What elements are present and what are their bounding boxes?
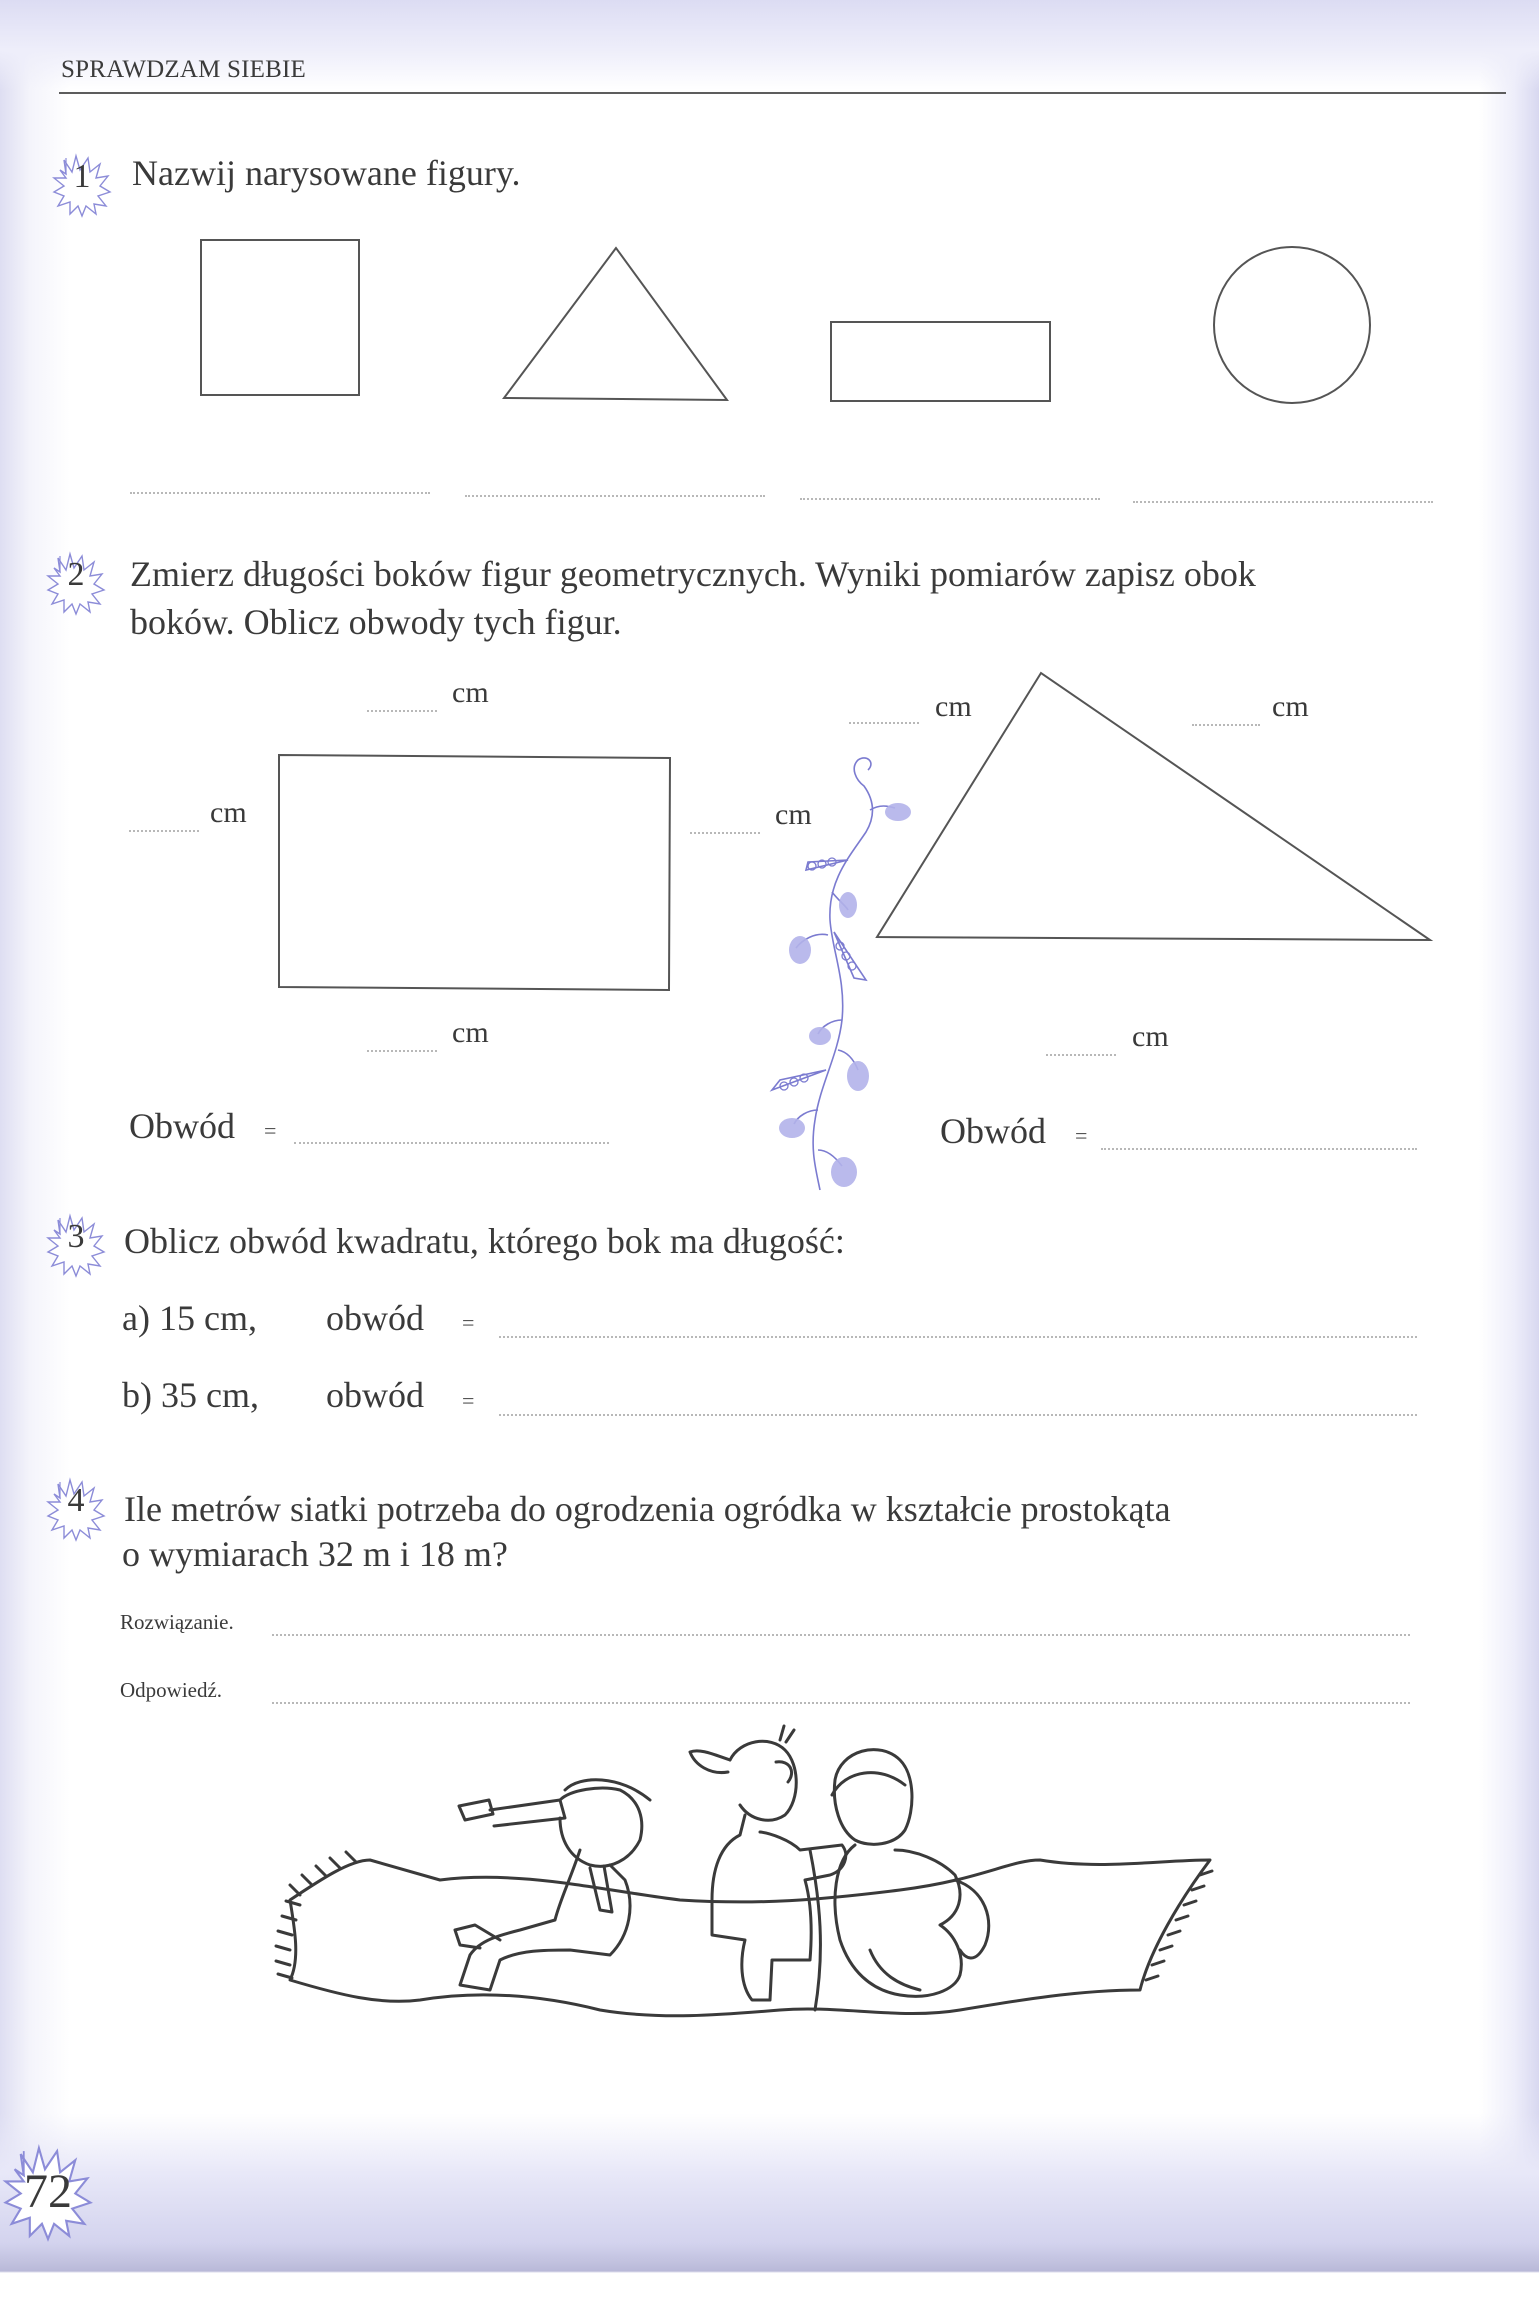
answer-line-triangle[interactable] — [465, 495, 765, 497]
task-4-instruction-line-1: Ile metrów siatki potrzeba do ogrodzenia ogródka w kształcie prostokąta — [124, 1489, 1171, 1529]
rect-bottom-unit: cm — [452, 1016, 489, 1049]
tri-right-unit: cm — [1272, 690, 1309, 723]
tri-left-side-input[interactable] — [849, 722, 919, 724]
figure-triangle — [504, 248, 727, 400]
task-3a-word: obwód — [326, 1298, 424, 1338]
task-1-number: 1 — [73, 158, 91, 195]
task-3b-label: b) 35 cm, — [122, 1375, 259, 1415]
task-3-number: 3 — [67, 1218, 85, 1255]
rect-perimeter-equals: = — [264, 1118, 277, 1143]
rect-bottom-side-input[interactable] — [367, 1050, 437, 1052]
task-2-number-badge — [46, 550, 106, 612]
task-3b-equals: = — [462, 1388, 475, 1413]
solution-input[interactable] — [272, 1634, 1410, 1636]
task-3-instruction: Oblicz obwód kwadratu, którego bok ma długość: — [124, 1221, 845, 1261]
task-2-instruction-line-1: Zmierz długości boków figur geometrycznych. Wyniki pomiarów zapisz obok — [130, 554, 1256, 594]
answer-line-square[interactable] — [130, 492, 430, 494]
rect-perimeter-input[interactable] — [294, 1142, 609, 1144]
tri-perimeter-equals: = — [1075, 1123, 1088, 1148]
task-3a-answer-input[interactable] — [499, 1336, 1417, 1338]
answer-label: Odpowiedź. — [120, 1678, 223, 1702]
pea-pods — [780, 858, 856, 1090]
tri-right-side-input[interactable] — [1192, 724, 1260, 726]
tri-bottom-side-input[interactable] — [1046, 1054, 1116, 1056]
rect-top-unit: cm — [452, 676, 489, 709]
task-4-number-badge — [46, 1476, 106, 1538]
task-2-instruction-line-2: boków. Oblicz obwody tych figur. — [130, 602, 622, 642]
page-number-badge — [0, 2142, 96, 2242]
tri-perimeter-label: Obwód — [940, 1111, 1046, 1151]
task-3-number-badge — [46, 1212, 106, 1274]
answer-line-circle[interactable] — [1133, 501, 1433, 503]
flying-carpet-illustration — [276, 1726, 1212, 2016]
task-3b-word: obwód — [326, 1375, 424, 1415]
task-1-number-badge — [52, 152, 112, 214]
tri-perimeter-input[interactable] — [1101, 1148, 1417, 1150]
tri-bottom-unit: cm — [1132, 1020, 1169, 1053]
rect-top-side-input[interactable] — [367, 710, 437, 712]
answer-input[interactable] — [272, 1702, 1410, 1704]
figure-rectangle — [831, 322, 1050, 401]
task-3a-equals: = — [462, 1310, 475, 1335]
task-4-instruction-line-2: o wymiarach 32 m i 18 m? — [122, 1534, 508, 1574]
figure-circle — [1214, 247, 1370, 403]
solution-label: Rozwiązanie. — [120, 1610, 234, 1634]
answer-line-rectangle[interactable] — [800, 498, 1100, 500]
task-4-number: 4 — [67, 1482, 85, 1519]
tri-left-unit: cm — [935, 690, 972, 723]
rect-left-unit: cm — [210, 796, 247, 829]
rect-perimeter-label: Obwód — [129, 1106, 235, 1146]
figure-square — [201, 240, 359, 395]
task-3b-answer-input[interactable] — [499, 1414, 1417, 1416]
task-2-number: 2 — [67, 556, 85, 593]
task2-rectangle — [279, 755, 670, 990]
rect-right-unit: cm — [775, 798, 812, 831]
rect-right-side-input[interactable] — [690, 832, 760, 834]
section-header: SPRAWDZAM SIEBIE — [61, 56, 306, 83]
task-3a-label: a) 15 cm, — [122, 1298, 257, 1338]
rect-left-side-input[interactable] — [129, 830, 199, 832]
task-1-instruction: Nazwij narysowane figury. — [132, 153, 521, 193]
page-number: 72 — [24, 2165, 72, 2218]
